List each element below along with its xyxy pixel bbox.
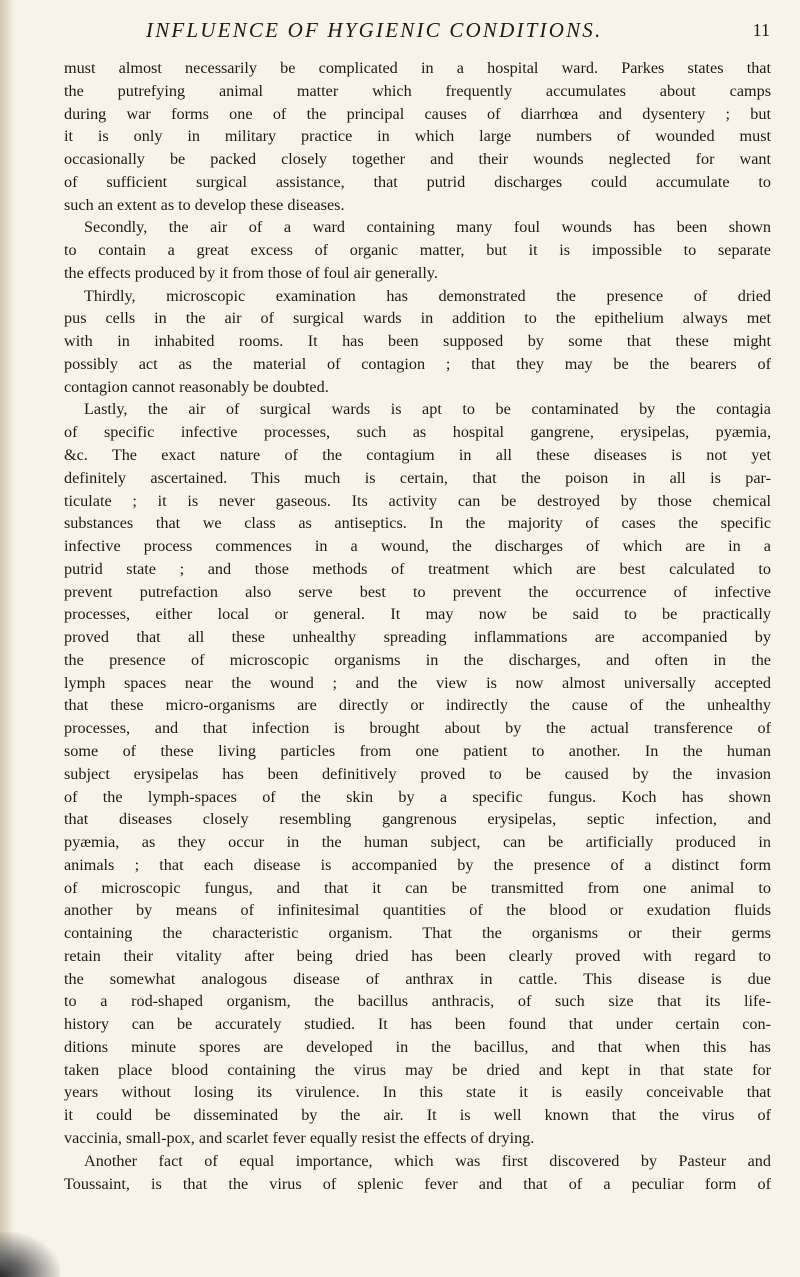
text-line: the effects produced by it from those of foul air generally. [64,263,438,282]
text-line: of sufficient surgical assistance, that putrid discharges could accumulate to [64,172,771,191]
text-line: Thirdly, microscopic examination has demonstrated the presence of dried [84,286,771,305]
page-header [68,18,780,48]
text-line: the putrefying animal matter which frequently accumulates about camps [64,81,771,100]
text-line: Another fact of equal importance, which was first discovered by Pasteur and [84,1151,771,1170]
text-line: pus cells in the air of surgical wards in addition to the epithelium always met [64,309,771,328]
text-line: Secondly, the air of a ward containing many foul wounds has been shown [84,218,771,237]
text-line: the presence of microscopic organisms in the discharges, and often in the [64,650,771,669]
text-line: it could be disseminated by the air. It is well known that the virus of [64,1106,771,1125]
text-line: some of these living particles from one patient to another. In the human [64,741,771,760]
text-line: processes, and that infection is brought about by the actual transference of [64,719,771,738]
text-line: putrid state ; and those methods of treatment which are best calculated to [64,559,771,578]
page-number: 11 [752,20,770,40]
text-line: such an extent as to develop these diseases. [64,195,345,214]
text-line: subject erysipelas has been definitively proved to be caused by the invasion [64,764,771,783]
body-text [64,57,771,1195]
text-line: prevent putrefaction also serve best to prevent the occurrence of infective [64,582,771,601]
text-line: of the lymph-spaces of the skin by a specific fungus. Koch has shown [64,787,771,806]
running-title: INFLUENCE OF HYGIENIC CONDITIONS. [146,18,603,42]
text-line: containing the characteristic organism. That the organisms or their germs [64,924,771,943]
text-line: definitely ascertained. This much is certain, that the poison in all is par- [64,468,771,487]
text-line: &c. The exact nature of the contagium in all these diseases is not yet [64,446,771,465]
text-line: vaccinia, small-pox, and scarlet fever equally resist the effects of drying. [64,1128,535,1147]
text-line: it is only in military practice in which large numbers of wounded must [64,127,771,146]
text-line: pyæmia, as they occur in the human subject, can be artificially produced in [64,833,771,852]
text-line: infective process commences in a wound, the discharges of which are in a [64,537,771,556]
text-line: processes, either local or general. It may now be said to be practically [64,605,771,624]
text-line: that diseases closely resembling gangrenous erysipelas, septic infection, and [64,810,771,829]
text-line: Toussaint, is that the virus of splenic fever and that of a peculiar form of [64,1174,771,1193]
text-line: another by means of infinitesimal quantities of the blood or exudation fluids [64,901,771,920]
text-line: ditions minute spores are developed in the bacillus, and that when this has [64,1037,771,1056]
text-line: animals ; that each disease is accompanied by the presence of a distinct form [64,855,771,874]
text-line: ticulate ; it is never gaseous. Its activity can be destroyed by those chemical [64,491,771,510]
text-line: during war forms one of the principal causes of diarrhœa and dysentery ; but [64,104,771,123]
text-line: must almost necessarily be complicated in a hospital ward. Parkes states that [64,59,771,77]
text-line: history can be accurately studied. It has been found that under certain con- [64,1015,771,1034]
text-line: to contain a great excess of organic matter, but it is impossible to separate [64,241,771,260]
text-line: years without losing its virulence. In this state it is easily conceivable that [64,1083,771,1102]
corner-shadow [0,1232,60,1277]
text-line: lymph spaces near the wound ; and the view is now almost universally accepted [64,673,771,692]
text-line: with in inhabited rooms. It has been supposed by some that these might [64,332,771,351]
text-line: substances that we class as antiseptics. In the majority of cases the specific [64,514,771,533]
text-line: of microscopic fungus, and that it can be transmitted from one animal to [64,878,771,897]
text-line: retain their vitality after being dried has been clearly proved with regard to [64,946,771,965]
text-line: of specific infective processes, such as hospital gangrene, erysipelas, pyæmia, [64,423,771,442]
text-line: taken place blood containing the virus may be dried and kept in that state for [64,1060,771,1079]
text-line: to a rod-shaped organism, the bacillus anthracis, of such size that its life- [64,992,771,1011]
text-line: proved that all these unhealthy spreading inflammations are accompanied by [64,628,771,647]
text-line: contagion cannot reasonably be doubted. [64,377,329,396]
page-spine-shadow [0,0,14,1277]
text-line: the somewhat analogous disease of anthrax in cattle. This disease is due [64,969,771,988]
text-line: that these micro-organisms are directly or indirectly the cause of the unhealthy [64,696,771,715]
text-line: occasionally be packed closely together and their wounds neglected for want [64,150,771,169]
text-line: Lastly, the air of surgical wards is apt to be contaminated by the contagia [84,400,771,419]
text-line: possibly act as the material of contagion ; that they may be the bearers of [64,354,771,373]
